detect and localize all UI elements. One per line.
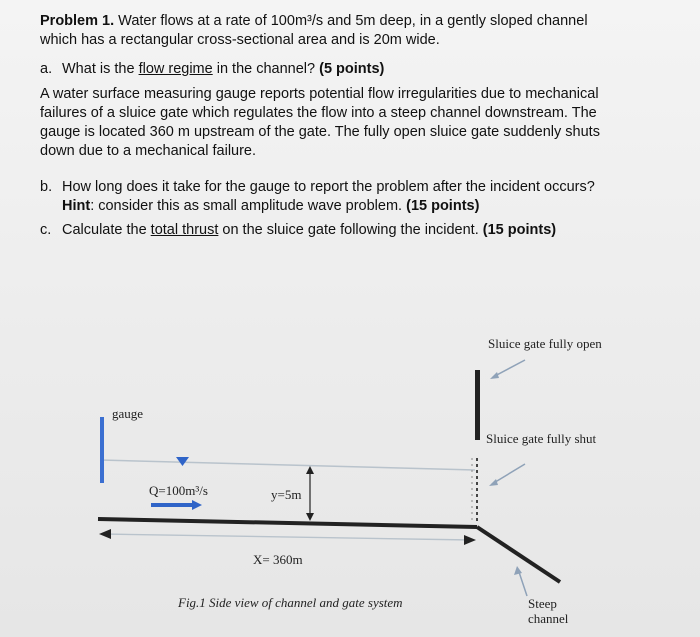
steep-label-line-2: channel [528,611,569,626]
steep-channel-pointer [519,572,527,596]
figure-caption: Fig.1 Side view of channel and gate system [178,595,403,610]
channel-bed [98,519,477,527]
depth-arrow-top [306,466,314,474]
steep-channel-pointer-head [514,566,522,575]
question-b-letter: b. [40,179,53,195]
question-c-text-end: on the sluice gate following the incident. [218,222,483,238]
question-a-text-end: in the channel? [212,61,320,77]
question-c-letter: c. [40,222,52,238]
depth-arrow-bottom [306,513,314,521]
gate-open-pointer-head [490,372,499,379]
gate-open-label: Sluice gate fully open [488,336,602,351]
hint-text: : consider this as small amplitude wave problem. [90,198,407,214]
depth-label: y=5m [271,487,302,502]
paragraph-line: A water surface measuring gauge reports potential flow irregularities due to mechanical [40,86,599,102]
water-surface-line [100,460,475,470]
gauge-label: gauge [112,406,144,421]
question-a-letter: a. [40,61,53,77]
flow-label: Q=100m³/s [149,483,208,498]
question-b-points: (15 points) [406,198,480,214]
problem-number: Problem 1. [40,13,115,29]
question-c-underlined: total thrust [150,222,219,238]
sluice-gate-open [475,370,480,440]
steep-label-line-1: Steep [528,596,557,611]
distance-label: X= 360m [253,552,303,567]
question-a-points: (5 points) [319,61,385,77]
distance-arrow-right [464,535,476,545]
question-c-points: (15 points) [482,222,557,238]
distance-dimension [103,534,472,540]
intro-line-1: Water flows at a rate of 100m³/s and 5m deep, in a gently sloped channel [114,13,588,29]
intro-line-2: which has a rectangular cross-sectional area and is 20m wide. [40,32,440,48]
gauge-post [100,417,104,483]
question-a-underlined: flow regime [138,61,213,77]
paragraph-line: down due to a mechanical failure. [40,143,257,159]
paragraph-line: failures of a sluice gate which regulates the flow into a steep channel downstream. The [40,105,597,121]
question-a-text-start: What is the [62,61,139,77]
gate-shut-pointer-head [489,479,498,486]
gate-shut-label: Sluice gate fully shut [486,431,597,446]
question-b-line-1: How long does it take for the gauge to report the problem after the incident occurs? [62,179,595,195]
distance-arrow-left [99,529,111,539]
hint-label: Hint [62,198,91,214]
gate-shut-pointer [492,464,525,484]
flow-arrow-head [192,500,202,510]
paragraph-line: gauge is located 360 m upstream of the gate. The fully open sluice gate suddenly shuts [40,124,600,140]
question-c-text-start: Calculate the [62,222,151,238]
